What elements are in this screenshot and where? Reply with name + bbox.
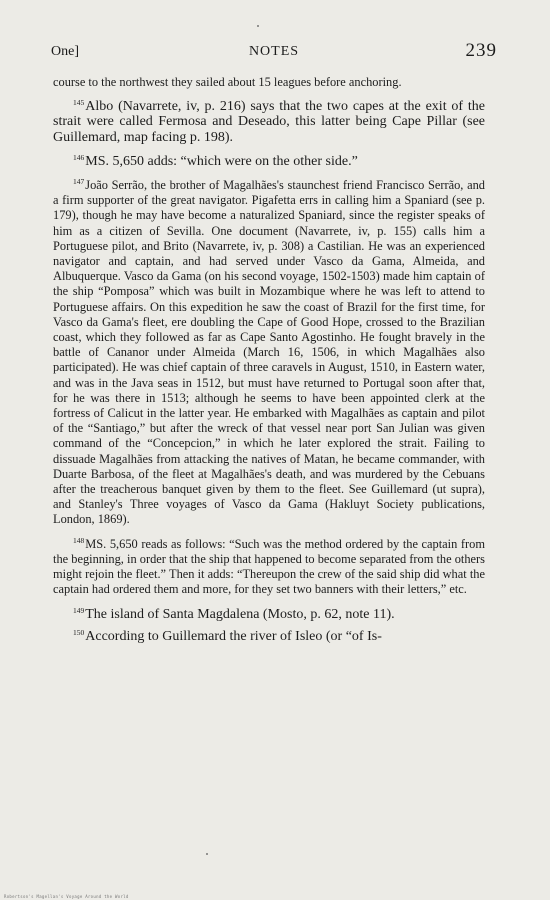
footnote-147	[53, 178, 485, 528]
footnote-number: 146	[73, 152, 85, 162]
page-header	[51, 40, 497, 64]
footnote-number: 148	[73, 535, 85, 545]
footnote-148	[53, 537, 485, 598]
footnote-149	[53, 607, 485, 622]
footnote-number: 147	[73, 177, 85, 187]
scan-footer-text: Robertson's Magellan's Voyage Around the World	[4, 894, 129, 899]
footnote-number: 150	[73, 627, 85, 637]
paper-speck	[257, 25, 259, 27]
paragraph-text: course to the northwest they sailed about 15 leagues before anchoring.	[53, 75, 402, 89]
footnote-number: 149	[73, 605, 85, 615]
paragraph-text: According to Guillemard the river of Isleo (or “of Is-	[85, 628, 382, 644]
footnote-150	[53, 629, 485, 644]
footnote-146	[53, 154, 485, 169]
paragraph-text: João Serrão, the brother of Magalhães's staunchest friend Francisco Serrão, and a firm supporter of the great navigator. Pigafetta errs in calling him a Spaniard (see p. 179), though he may have become a naturalized Spaniard, since the register speaks of him as a citizen of Sevilla. One document (Navarrete, iv, p. 155) calls him a Portuguese pilot, and Brito (Navarrete, iv, p. 308) a Castilian. He was an experienced navigator and captain, and had served under Vasco da Gama, Almeida, and Albuquerque. Vasco da Gama (on his second voyage, 1502-1503) made him captain of the ship “Pomposa” which was built in Mozambique where he was left to attend to Portuguese affairs. On this expedition he saw the coast of Brazil for the first time, for Vasco da Gama's fleet, ere doubling the Cape of Good Hope, crossed to the Brazilian coast, which they followed as far as Cape Santo Agostinho. He fought bravely in the battle of Cananor under Almeida (March 16, 1506, in which Magalhães also participated). He was chief captain of three caravels in August, 1510, in Eastern water, and was in the Java seas in 1512, but must have returned to Portugal soon after that, for he was there in 1513; although he seems to have been appointed clerk at the fortress of Calicut in the latter year. He embarked with Magalhães as captain and pilot of the “Santiago,” but after the wreck of that vessel near port San Julian was given command of the “Concepcion,” in which he later explored the strait. Failing to dissuade Magalhães from attacking the natives of Matan, he became commander, with Duarte Barbosa, of the fleet at Magalhães's death, and was murdered by the Cebuans after the treacherous banquet given by them to the fleet. See Guillemard (ut supra), and Stanley's Three voyages of Vasco da Gama (Hakluyt Society publications, London, 1869).	[53, 178, 485, 527]
footnote-number: 145	[73, 98, 85, 108]
page-number: 239	[465, 40, 497, 61]
paragraph-text: The island of Santa Magdalena (Mosto, p. 62, note 11).	[85, 606, 395, 622]
paragraph-text: MS. 5,650 reads as follows: “Such was the method ordered by the captain from the beginning, in order that the ship that happened to become separated from the others might rejoin the fleet.” Then it adds: “Thereupon the crew of the said ship did what the captain had ordered them and more, for they set two banners with their letters,” etc.	[53, 536, 485, 597]
footnote-145	[53, 99, 485, 145]
paper-speck	[206, 853, 208, 855]
continuation-paragraph	[53, 75, 485, 90]
page-body	[53, 75, 485, 644]
header-section-label: One]	[51, 44, 79, 59]
header-running-title: NOTES	[248, 44, 300, 59]
paragraph-text: MS. 5,650 adds: “which were on the other side.”	[85, 153, 358, 169]
paragraph-text: Albo (Navarrete, iv, p. 216) says that the two capes at the exit of the strait were called Fermosa and Deseado, this latter being Cape Pillar (see Guillemard, map facing p. 198).	[53, 99, 485, 145]
